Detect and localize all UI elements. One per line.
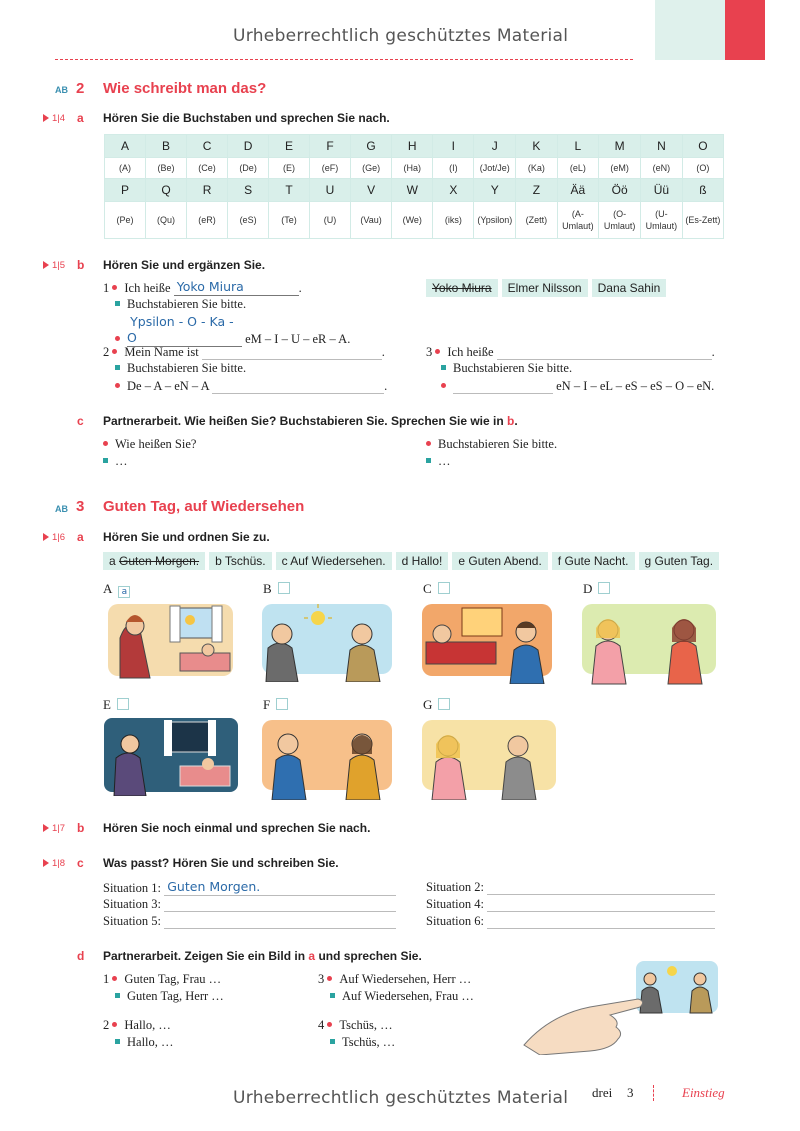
speaker-b-bullet: [115, 365, 120, 370]
speaker-b-bullet: [115, 1039, 120, 1044]
picture-label-f: F: [263, 697, 288, 713]
situation-row: Situation 6:: [426, 913, 715, 929]
corner-mint-block: [655, 0, 725, 60]
illustration-women-greeting: [578, 598, 718, 688]
answer-field[interactable]: [497, 344, 712, 360]
speaker-a-bullet: [327, 1022, 332, 1027]
situation-row: Situation 2:: [426, 879, 715, 895]
alphabet-pronunciation: (eL): [557, 158, 599, 179]
situation-answer-field[interactable]: Guten Morgen.: [164, 879, 396, 896]
alphabet-letter: W: [392, 179, 433, 202]
speaker-a-bullet: [441, 383, 446, 388]
alphabet-pronunciation: (E): [269, 158, 310, 179]
dialogue-d3-line-2: Auf Wiedersehen, Frau …: [330, 989, 474, 1004]
speaker-a-bullet: [112, 1022, 117, 1027]
task-instruction: Hören Sie und ordnen Sie zu.: [103, 530, 270, 544]
watermark-top: Urheberrechtlich geschütztes Material: [233, 26, 569, 46]
dialogue-1-line-2: Buchstabieren Sie bitte.: [115, 297, 246, 312]
alphabet-letter: C: [187, 135, 228, 158]
example-line: Buchstabieren Sie bitte.: [426, 437, 557, 452]
section-number: 2: [76, 80, 85, 97]
alphabet-letter: Z: [516, 179, 557, 202]
alphabet-pronunciation: (We): [392, 202, 433, 239]
speaker-a-bullet: [115, 336, 120, 341]
name-chip: Yoko Miura: [426, 279, 498, 297]
alphabet-pronunciation: (U): [310, 202, 351, 239]
section-title: Guten Tag, auf Wiedersehen: [103, 498, 305, 515]
alphabet-pronunciation: (Ce): [187, 158, 228, 179]
audio-track-button[interactable]: 1|8: [43, 858, 65, 869]
task-letter: c: [77, 414, 84, 428]
chapter-name: Einstieg: [682, 1085, 725, 1100]
alphabet-pronunciation: (U- Umlaut): [641, 202, 683, 239]
picture-label-c: C: [423, 581, 450, 597]
dialogue-3-line-1: 3 Ich heiße .: [426, 345, 715, 359]
alphabet-letter: V: [350, 179, 391, 202]
alphabet-pronunciation: (Te): [269, 202, 310, 239]
illustration-night: [100, 714, 240, 796]
alphabet-letter: Ää: [557, 179, 599, 202]
speaker-b-bullet: [441, 365, 446, 370]
task-instruction: Hören Sie und ergänzen Sie.: [103, 258, 266, 272]
alphabet-letter: ß: [682, 179, 723, 202]
alphabet-letter: I: [433, 135, 474, 158]
alphabet-letter: Üü: [641, 179, 683, 202]
task-instruction: Partnerarbeit. Wie heißen Sie? Buchstabieren Sie. Sprechen Sie wie in b.: [103, 414, 518, 428]
alphabet-pronunciation: (Ka): [516, 158, 557, 179]
header-divider: [55, 59, 633, 60]
dialogue-d1-line-1: 1 Guten Tag, Frau …: [103, 972, 222, 986]
situation-answer-field[interactable]: [487, 913, 715, 929]
answer-field[interactable]: [453, 378, 553, 394]
alphabet-pronunciation: (eR): [187, 202, 228, 239]
answer-checkbox[interactable]: a: [118, 586, 130, 598]
task-letter: b: [77, 821, 85, 835]
dialogue-2-line-3: De – A – eN – A .: [115, 378, 387, 394]
greeting-chip: a Guten Morgen.: [103, 552, 205, 570]
alphabet-letter: M: [599, 135, 641, 158]
dialogue-d4-line-2: Tschüs, …: [330, 1035, 395, 1050]
page-word: drei: [592, 1085, 613, 1100]
speaker-b-bullet: [103, 458, 108, 463]
speaker-a-bullet: [426, 441, 431, 446]
situation-answer-field[interactable]: [164, 913, 396, 929]
audio-track-button[interactable]: 1|7: [43, 823, 65, 834]
alphabet-letter: Öö: [599, 179, 641, 202]
alphabet-letter: X: [433, 179, 474, 202]
alphabet-pronunciation: (Jot/Je): [474, 158, 516, 179]
answer-checkbox[interactable]: [598, 582, 610, 594]
alphabet-pronunciation: (A): [105, 158, 146, 179]
task-letter: a: [77, 111, 84, 125]
watermark-bottom: Urheberrechtlich geschütztes Material: [233, 1088, 569, 1108]
alphabet-pronunciation: (eM): [599, 158, 641, 179]
speaker-a-bullet: [115, 383, 120, 388]
dialogue-d2-line-2: Hallo, …: [115, 1035, 174, 1050]
alphabet-letter: J: [474, 135, 516, 158]
answer-checkbox[interactable]: [278, 582, 290, 594]
alphabet-letter: Y: [474, 179, 516, 202]
answer-checkbox[interactable]: [438, 698, 450, 710]
situation-row: Situation 1: Guten Morgen.: [103, 879, 396, 896]
task-instruction: Partnerarbeit. Zeigen Sie ein Bild in a und sprechen Sie.: [103, 949, 422, 963]
section-title: Wie schreibt man das?: [103, 80, 267, 97]
alphabet-pronunciation: (Ha): [392, 158, 433, 179]
speaker-b-bullet: [330, 993, 335, 998]
task-instruction: Hören Sie die Buchstaben und sprechen Sie nach.: [103, 111, 390, 125]
alphabet-letter: U: [310, 179, 351, 202]
alphabet-letter: Q: [146, 179, 187, 202]
alphabet-letter: O: [682, 135, 723, 158]
greeting-chip: c Auf Wiedersehen.: [276, 552, 392, 570]
alphabet-letter: G: [350, 135, 391, 158]
speaker-b-bullet: [330, 1039, 335, 1044]
greeting-chip: e Guten Abend.: [452, 552, 547, 570]
alphabet-letter: R: [187, 179, 228, 202]
alphabet-pronunciation: (Vau): [350, 202, 391, 239]
speaker-a-bullet: [112, 349, 117, 354]
situation-answer-field[interactable]: [164, 896, 396, 912]
picture-label-d: D: [583, 581, 610, 597]
illustration-pointing-hand: [520, 955, 725, 1055]
greeting-chip: f Gute Nacht.: [552, 552, 635, 570]
task-instruction: Was passt? Hören Sie und schreiben Sie.: [103, 856, 339, 870]
speaker-a-bullet: [327, 976, 332, 981]
dialogue-2-line-2: Buchstabieren Sie bitte.: [115, 361, 246, 376]
speaker-a-bullet: [112, 976, 117, 981]
corner-red-block: [725, 0, 765, 60]
audio-track-button[interactable]: 1|6: [43, 532, 65, 543]
alphabet-letter: F: [310, 135, 351, 158]
example-line: Wie heißen Sie?: [103, 437, 196, 452]
picture-label-b: B: [263, 581, 290, 597]
alphabet-letter: S: [228, 179, 269, 202]
ab-marker: AB: [55, 504, 68, 514]
alphabet-pronunciation: (Es-Zett): [682, 202, 723, 239]
footer-divider: [653, 1085, 654, 1101]
illustration-goodbye: [258, 714, 396, 800]
situation-answer-field[interactable]: [487, 879, 715, 895]
alphabet-pronunciation: (Be): [146, 158, 187, 179]
ab-marker: AB: [55, 85, 68, 95]
dialogue-1-line-3: Ypsilon - O - Ka - O eM – I – U – eR – A.: [115, 314, 350, 347]
answer-checkbox[interactable]: [438, 582, 450, 594]
alphabet-pronunciation: (I): [433, 158, 474, 179]
answer-checkbox[interactable]: [117, 698, 129, 710]
alphabet-pronunciation: (Zett): [516, 202, 557, 239]
name-chip: Dana Sahin: [592, 279, 667, 297]
dialogue-d3-line-1: 3 Auf Wiedersehen, Herr …: [318, 972, 472, 986]
task-letter: d: [77, 949, 85, 963]
alphabet-pronunciation: (iks): [433, 202, 474, 239]
alphabet-letter: A: [105, 135, 146, 158]
illustration-evening: [418, 598, 556, 684]
task-letter: b: [77, 258, 85, 272]
alphabet-letter: D: [228, 135, 269, 158]
situation-row: Situation 3:: [103, 896, 396, 912]
task-letter: c: [77, 856, 84, 870]
alphabet-pronunciation: (A- Umlaut): [557, 202, 599, 239]
dialogue-2-line-1: 2 Mein Name ist .: [103, 345, 385, 359]
dialogue-d1-line-2: Guten Tag, Herr …: [115, 989, 224, 1004]
illustration-morning: [100, 598, 238, 680]
name-options: [426, 279, 670, 297]
dialogue-3-line-3: eN – I – eL – eS – eS – O – eN.: [441, 378, 714, 394]
alphabet-pronunciation: (O- Umlaut): [599, 202, 641, 239]
alphabet-pronunciation: (eS): [228, 202, 269, 239]
alphabet-table: [104, 134, 724, 239]
alphabet-letter: E: [269, 135, 310, 158]
page-number: 3: [627, 1085, 634, 1100]
alphabet-letter: L: [557, 135, 599, 158]
dialogue-d2-line-1: 2 Hallo, …: [103, 1018, 171, 1032]
alphabet-pronunciation: (Qu): [146, 202, 187, 239]
audio-track-button[interactable]: 1|5: [43, 260, 65, 271]
alphabet-letter: T: [269, 179, 310, 202]
alphabet-pronunciation: (O): [682, 158, 723, 179]
task-instruction: Hören Sie noch einmal und sprechen Sie nach.: [103, 821, 371, 835]
greeting-options: [103, 552, 723, 570]
alphabet-letter: N: [641, 135, 683, 158]
speaker-b-bullet: [115, 301, 120, 306]
situation-row: Situation 5:: [103, 913, 396, 929]
name-chip: Elmer Nilsson: [502, 279, 588, 297]
answer-field[interactable]: [212, 378, 384, 394]
dialogue-d4-line-1: 4 Tschüs, …: [318, 1018, 393, 1032]
alphabet-letter: H: [392, 135, 433, 158]
alphabet-pronunciation: (Pe): [105, 202, 146, 239]
alphabet-pronunciation: (eF): [310, 158, 351, 179]
speaker-a-bullet: [103, 441, 108, 446]
picture-label-g: G: [423, 697, 450, 713]
picture-label-a: A a: [103, 581, 130, 598]
example-line: …: [426, 454, 451, 469]
greeting-chip: b Tschüs.: [209, 552, 272, 570]
situation-answer-field[interactable]: [487, 896, 715, 912]
speaker-b-bullet: [115, 993, 120, 998]
alphabet-letter: K: [516, 135, 557, 158]
answer-field[interactable]: Yoko Miura: [174, 279, 299, 296]
section-number: 3: [76, 498, 85, 515]
illustration-daytime: [258, 598, 396, 682]
illustration-couple-waving: [418, 714, 558, 800]
dialogue-1-line-1: 1 Ich heiße Yoko Miura .: [103, 279, 302, 295]
answer-field[interactable]: [202, 344, 382, 360]
dialogue-3-line-2: Buchstabieren Sie bitte.: [441, 361, 572, 376]
alphabet-letter: B: [146, 135, 187, 158]
alphabet-pronunciation: (eN): [641, 158, 683, 179]
picture-label-e: E: [103, 697, 129, 713]
situation-row: Situation 4:: [426, 896, 715, 912]
answer-checkbox[interactable]: [276, 698, 288, 710]
speaker-b-bullet: [426, 458, 431, 463]
example-line: …: [103, 454, 128, 469]
alphabet-pronunciation: (De): [228, 158, 269, 179]
task-letter: a: [77, 530, 84, 544]
audio-track-button[interactable]: 1|4: [43, 113, 65, 124]
greeting-chip: g Guten Tag.: [639, 552, 720, 570]
greeting-chip: d Hallo!: [396, 552, 449, 570]
alphabet-pronunciation: (Ge): [350, 158, 391, 179]
answer-field[interactable]: Ypsilon - O - Ka - O: [127, 314, 242, 347]
speaker-a-bullet: [435, 349, 440, 354]
speaker-a-bullet: [112, 285, 117, 290]
alphabet-pronunciation: (Ypsilon): [474, 202, 516, 239]
alphabet-letter: P: [105, 179, 146, 202]
